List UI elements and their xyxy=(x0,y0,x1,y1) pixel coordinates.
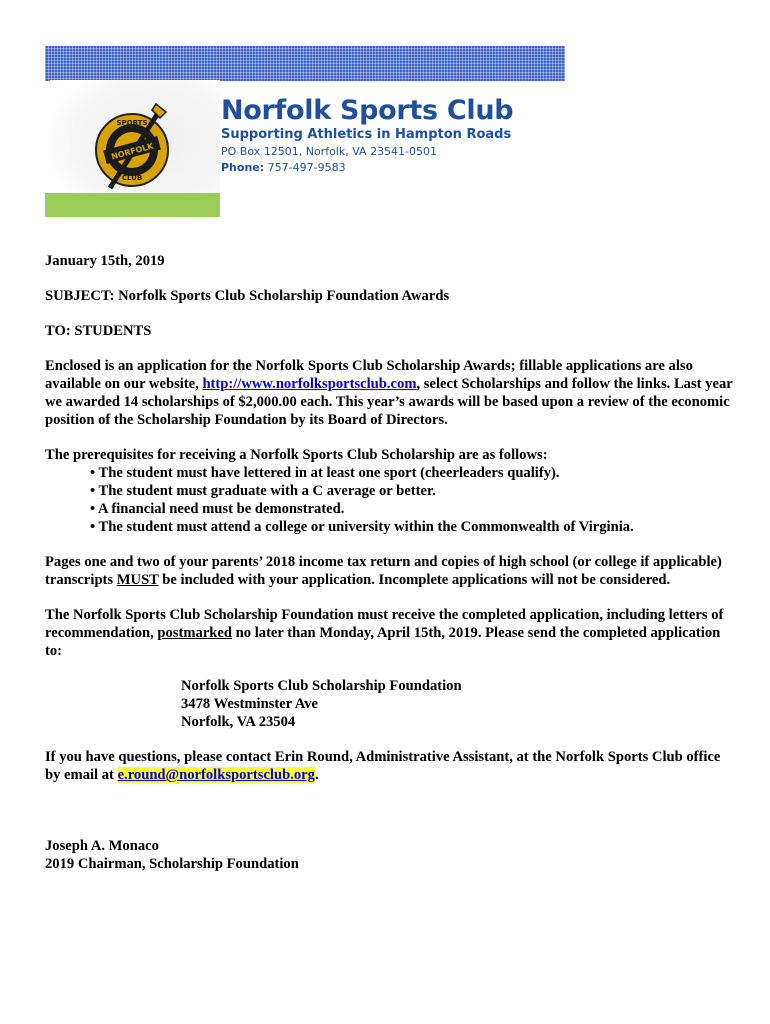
website-link[interactable]: http://www.norfolksportsclub.com xyxy=(202,376,417,392)
must-emphasis: MUST xyxy=(116,572,159,588)
address-line-2: 3478 Westminster Ave xyxy=(181,696,319,712)
intro-text-part1: Enclosed is an application for the Norfolk Sports Club Scholarship Awards; fillable applications are also available on our website, xyxy=(45,358,693,392)
letter-body xyxy=(45,252,735,873)
contact-paragraph xyxy=(45,748,735,784)
club-phone xyxy=(221,160,513,175)
prerequisite-item: • A financial need must be demonstrated. xyxy=(90,501,345,517)
letter-date: January 15th, 2019 xyxy=(45,253,165,269)
documents-paragraph xyxy=(45,553,735,589)
documents-text-part1: Pages one and two of your parents’ 2018 income tax return and copies of high school (or college if applicable) transcripts xyxy=(45,554,722,588)
club-name: Norfolk Sports Club xyxy=(221,95,514,126)
emblem-text-middle: NORFOLK xyxy=(110,141,155,162)
phone-number: 757-497-9583 xyxy=(267,161,346,174)
club-po-box: PO Box 12501, Norfolk, VA 23541-0501 xyxy=(221,145,438,158)
letterhead-text xyxy=(221,96,513,175)
postmarked-emphasis: postmarked xyxy=(157,625,233,641)
contact-text-part2: . xyxy=(314,767,319,783)
contact-text-part1: If you have questions, please contact Erin Round, Administrative Assistant, at the Norfolk Sports Club office by email at xyxy=(45,749,721,783)
club-emblem-logo xyxy=(82,100,182,200)
prerequisites-list xyxy=(45,464,735,536)
club-tagline: Supporting Athletics in Hampton Roads xyxy=(221,127,512,142)
prerequisite-item: • The student must attend a college or university within the Commonwealth of Virginia. xyxy=(90,519,634,535)
address-line-1: Norfolk Sports Club Scholarship Foundation xyxy=(181,678,462,694)
signature-name: Joseph A. Monaco xyxy=(45,838,159,854)
deadline-text-part1: The Norfolk Sports Club Scholarship Foundation must receive the completed application, including letters of recommendation, xyxy=(45,607,724,641)
contact-email-link[interactable]: e.round@norfolksportsclub.org xyxy=(117,767,315,783)
address-line-3: Norfolk, VA 23504 xyxy=(181,714,296,730)
deadline-paragraph xyxy=(45,606,735,660)
letter-recipient: TO: STUDENTS xyxy=(45,323,152,339)
emblem-text-bottom: CLUB xyxy=(121,174,143,182)
prerequisite-item: • The student must graduate with a C average or better. xyxy=(90,483,436,499)
prerequisites-heading: The prerequisites for receiving a Norfolk Sports Club Scholarship are as follows: xyxy=(45,447,548,463)
deadline-text-part2: no later than Monday, April 15th, 2019. Please send the completed application to: xyxy=(45,625,721,659)
signature-title: 2019 Chairman, Scholarship Foundation xyxy=(45,856,299,872)
letterhead-top-bar xyxy=(45,46,565,81)
documents-text-part2: be included with your application. Incomplete applications will not be considered. xyxy=(158,572,671,588)
signature-block xyxy=(45,837,735,873)
intro-paragraph xyxy=(45,357,735,429)
mailing-address xyxy=(181,677,735,731)
letter-subject: SUBJECT: Norfolk Sports Club Scholarship Foundation Awards xyxy=(45,288,450,304)
phone-label: Phone: xyxy=(221,161,265,174)
intro-text-part2: , select Scholarships and follow the links. Last year we awarded 14 scholarships of $2,000.00 each. This year’s awards will be based upon a review of the economic position of the Scholarship Foundation by its Board of Directors. xyxy=(45,376,733,428)
prerequisite-item: • The student must have lettered in at least one sport (cheerleaders qualify). xyxy=(90,465,560,481)
emblem-text-top: SPORTS xyxy=(116,119,148,127)
